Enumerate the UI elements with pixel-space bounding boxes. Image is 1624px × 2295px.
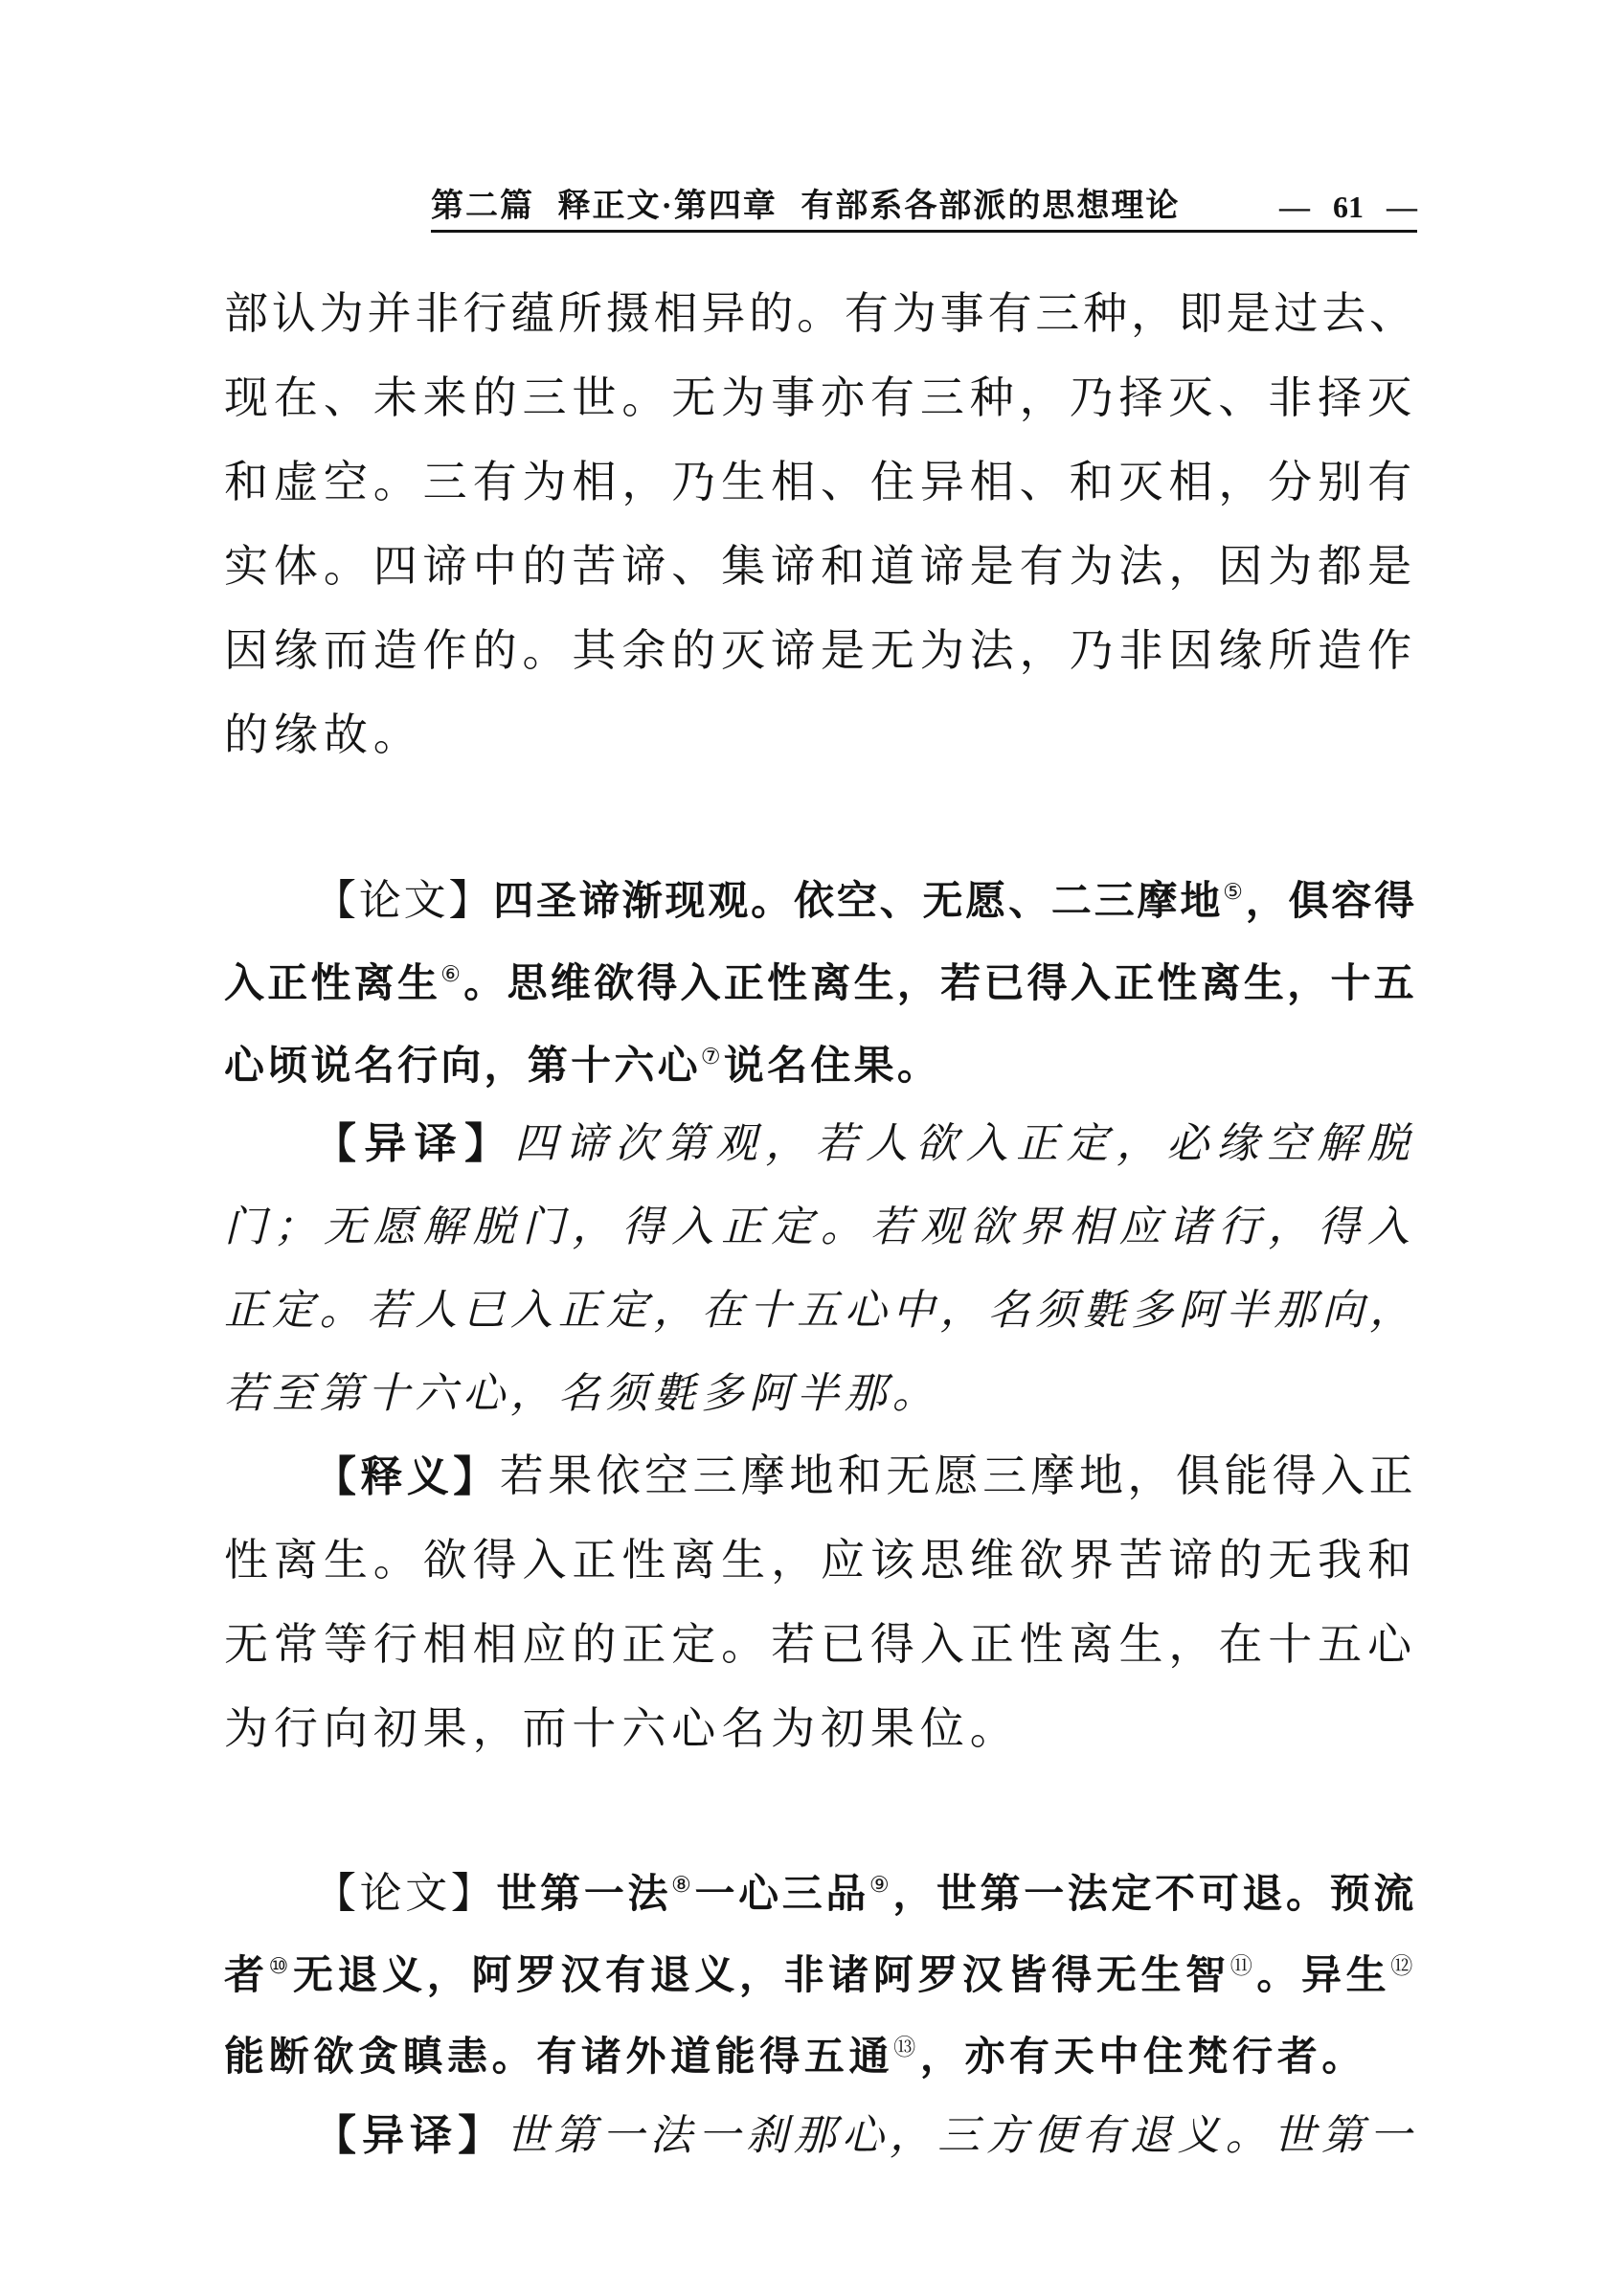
explanation-section xyxy=(224,1434,1417,1771)
section-label: 【论文】 xyxy=(314,1870,497,1917)
paragraph-line: 者⑩无退义，阿罗汉有退义，非诸阿罗汉皆得无生智⑪。异生⑫ xyxy=(224,1951,1417,1998)
footnote-marker: ⑩ xyxy=(268,1953,293,1979)
paragraph-line: 正定。若人已入正定，在十五心中，名须氀多阿半那向， xyxy=(224,1286,1417,1335)
paragraph-line: 为行向初果，而十六心名为初果位。 xyxy=(224,1704,1020,1753)
footnote-marker: ⑤ xyxy=(1223,879,1246,905)
line-text: 四谛次第观，若人欲入正定，必缘空解脱 xyxy=(514,1119,1418,1168)
paragraph-line: 部认为并非行蕴所摄相异的。有为事有三种，即是过去、 xyxy=(224,289,1417,338)
running-header-title: 第二篇 释正文·第四章 有部系各部派的思想理论 xyxy=(431,189,1181,224)
line-text: 若果依空三摩地和无愿三摩地，俱能得入正 xyxy=(499,1451,1418,1500)
paragraph-line: 若至第十六心，名须氀多阿半那。 xyxy=(224,1369,940,1418)
line-text: 四圣谛渐现观。依空、无愿、二三摩地⑤，俱容得 xyxy=(493,877,1417,924)
running-header xyxy=(431,186,1417,228)
header-rule xyxy=(431,230,1417,233)
paragraph-line: 性离生。欲得入正性离生，应该思维欲界苦谛的无我和 xyxy=(224,1536,1417,1585)
paragraph-line: 和虚空。三有为相，乃生相、住异相、和灭相，分别有 xyxy=(224,458,1417,506)
paragraph-line: 实体。四谛中的苦谛、集谛和道谛是有为法，因为都是 xyxy=(224,542,1417,591)
section-label: 【释义】 xyxy=(314,1453,500,1500)
treatise-text-section xyxy=(224,860,1417,1107)
paragraph-line: 门；无愿解脱门，得入正定。若观欲界相应诸行，得入 xyxy=(224,1203,1417,1251)
paragraph-line: 现在、未来的三世。无为事亦有三种，乃择灭、非择灭 xyxy=(224,373,1417,422)
page-number: — 61 — xyxy=(1279,190,1417,224)
footnote-marker: ⑧ xyxy=(671,1872,695,1898)
paragraph-line xyxy=(314,860,1417,942)
footnote-marker: ⑨ xyxy=(868,1872,893,1898)
footnote-marker: ⑥ xyxy=(440,961,464,987)
footnote-marker: ⑦ xyxy=(700,1044,724,1069)
paragraph-line: 无常等行相相应的正定。若已得入正性离生，在十五心 xyxy=(224,1620,1417,1669)
paragraph-line: 的缘故。 xyxy=(224,710,423,759)
paragraph-line: 心顷说名行向，第十六心⑦说名住果。 xyxy=(224,1042,941,1089)
commentary-paragraph xyxy=(224,272,1417,777)
section-label: 【论文】 xyxy=(314,877,494,924)
line-text: 世第一法一刹那心，三方便有退义。世第一 xyxy=(506,2111,1418,2160)
paragraph-line xyxy=(314,1434,1417,1519)
paragraph-line xyxy=(314,2094,1417,2177)
paragraph-line: 能断欲贪瞋恚。有诸外道能得五通⑬，亦有天中住梵行者。 xyxy=(224,2033,1366,2080)
paragraph-line xyxy=(314,1102,1417,1185)
footnote-marker: ⑬ xyxy=(893,2035,920,2060)
treatise-text-section xyxy=(224,1853,1417,2097)
paragraph-line: 入正性离生⑥。思维欲得入正性离生，若已得入正性离生，十五 xyxy=(224,959,1417,1006)
footnote-marker: ⑪ xyxy=(1229,1953,1257,1979)
line-text: 世第一法⑧一心三品⑨，世第一法定不可退。预流 xyxy=(496,1870,1417,1917)
alternate-translation-section xyxy=(224,1102,1417,1435)
section-label: 【异译】 xyxy=(314,1120,515,1167)
paragraph-line: 因缘而造作的。其余的灭谛是无为法，乃非因缘所造作 xyxy=(224,626,1417,675)
alternate-translation-section xyxy=(224,2094,1417,2177)
footnote-marker: ⑫ xyxy=(1390,1953,1417,1979)
section-label: 【异译】 xyxy=(314,2112,507,2159)
paragraph-line xyxy=(314,1853,1417,1934)
